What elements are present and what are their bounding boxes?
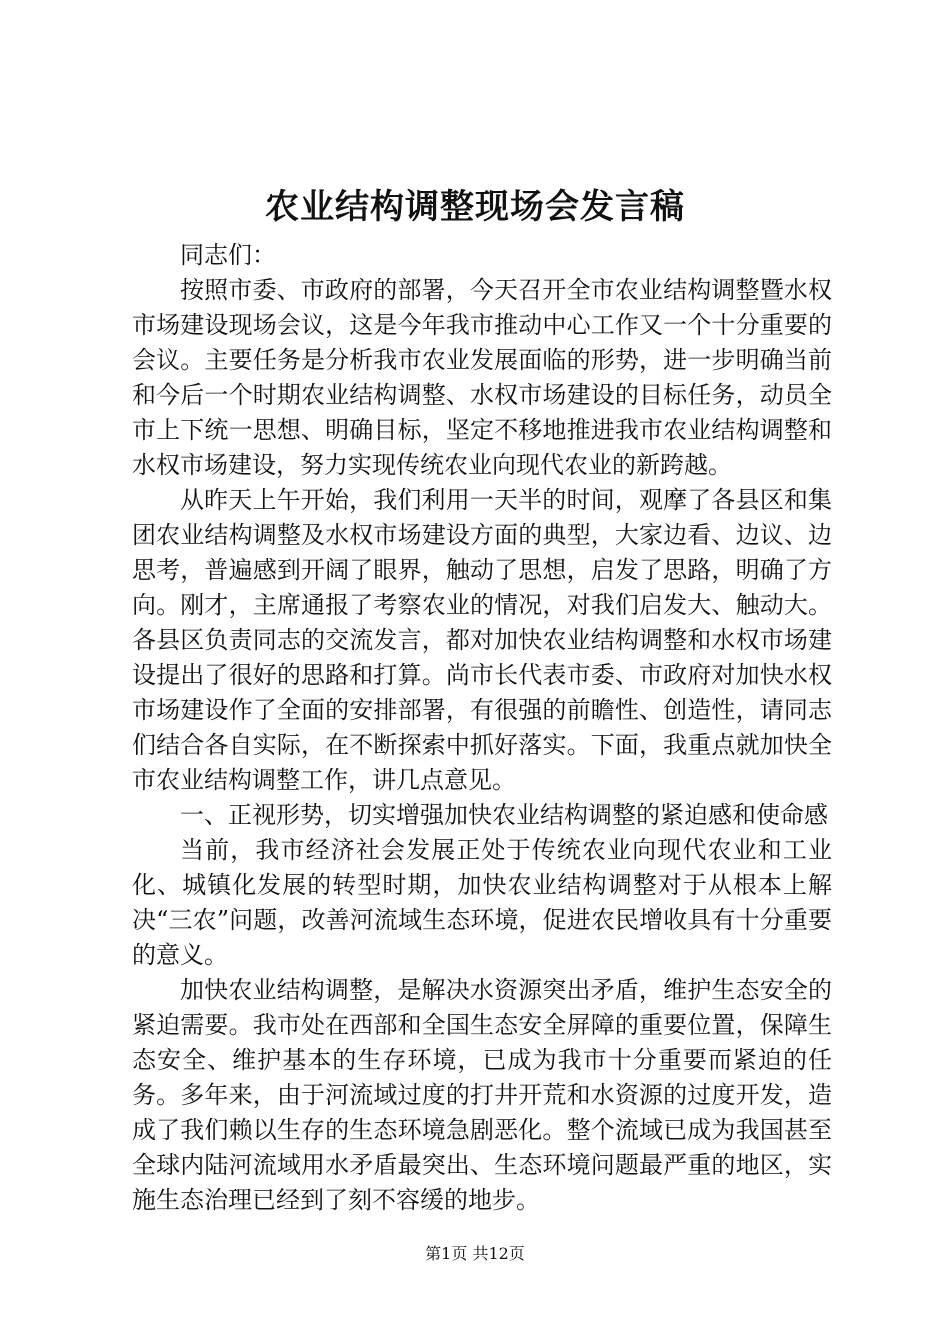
page-footer: 第1页 共12页 <box>425 1244 525 1263</box>
body-paragraph: 从昨天上午开始，我们利用一天半的时间，观摩了各县区和集团农业结构调整及水权市场建设方面的典型，大家边看、边议、边思考，普遍感到开阔了眼界，触动了思想，启发了思路，明确了方向。刚才，主席通报了考察农业的情况，对我们启发大、触动大。各县区负责同志的交流发言，都对加快农业结构调整和水权市场建设提出了很好的思路和打算。尚市长代表市委、市政府对加快水权市场建设作了全面的安排部署，有很强的前瞻性、创造性，请同志们结合各自实际，在不断探索中抓好落实。下面，我重点就加快全市农业结构调整工作，讲几点意见。 <box>132 486 832 794</box>
document-body <box>132 238 832 1218</box>
section-heading: 一、正视形势，切实增强加快农业结构调整的紧迫感和使命感 <box>180 801 828 829</box>
document-title: 农业结构调整现场会发言稿 <box>265 187 685 227</box>
salutation-paragraph: 同志们： <box>180 241 276 269</box>
body-paragraph: 按照市委、市政府的部署，今天召开全市农业结构调整暨水权市场建设现场会议，这是今年我市推动中心工作又一个十分重要的会议。主要任务是分析我市农业发展面临的形势，进一步明确当前和今后一个时期农业结构调整、水权市场建设的目标任务，动员全市上下统一思想、明确目标，坚定不移地推进我市农业结构调整和水权市场建设，努力实现传统农业向现代农业的新跨越。 <box>132 276 832 479</box>
body-paragraph: 加快农业结构调整，是解决水资源突出矛盾，维护生态安全的紧迫需要。我市处在西部和全国生态安全屏障的重要位置，保障生态安全、维护基本的生存环境，已成为我市十分重要而紧迫的任务。多年来，由于河流域过度的打井开荒和水资源的过度开发，造成了我们赖以生存的生态环境急剧恶化。整个流域已成为我国甚至全球内陆河流域用水矛盾最突出、生态环境问题最严重的地区，实施生态治理已经到了刻不容缓的地步。 <box>132 976 832 1214</box>
body-paragraph: 当前，我市经济社会发展正处于传统农业向现代农业和工业化、城镇化发展的转型时期，加快农业结构调整对于从根本上解决“三农”问题，改善河流域生态环境，促进农民增收具有十分重要的意义。 <box>132 836 832 969</box>
